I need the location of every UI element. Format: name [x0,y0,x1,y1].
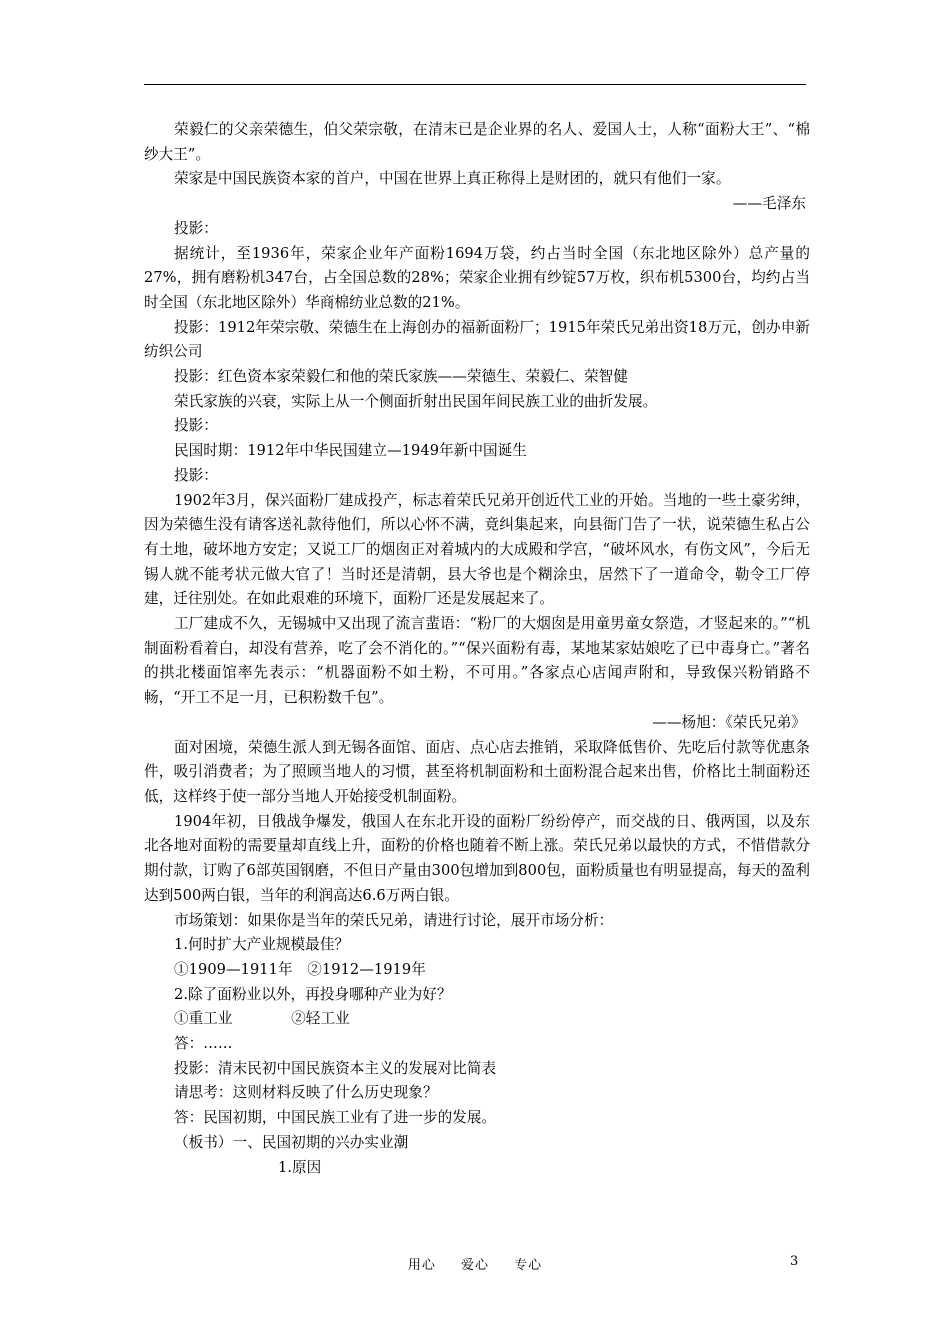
paragraph-rong-family-intro: 荣毅仁的父亲荣德生，伯父荣宗敬，在清末已是企业界的名人、爱国人士，人称“面粉大王”、“棉纱大王”。 [144,121,810,163]
paragraph-answer: 答：民国初期，中国民族工业有了进一步的发展。 [174,1109,497,1127]
header-rule [144,84,806,85]
footer-motto-item: 用心 [407,1258,436,1273]
paragraph-promotion: 面对困境，荣德生派人到无锡各面馆、面店、点心店去推销，采取降低售价、先吃后付款等优惠条件，吸引消费者；为了照顾当地人的习惯，甚至将机制面粉和土面粉混合起来出售，价格比土制面粉还低，这样终于使一部分当地人开始接受机制面粉。 [144,738,810,805]
document-body [144,118,810,1180]
label-projection: 投影： [174,219,218,237]
quote-attribution-mao: ——毛泽东 [732,195,806,213]
paragraph-rise-and-fall: 荣氏家族的兴衰，实际上从一个侧面折射出民国年间民族工业的曲折发展。 [174,392,658,410]
paragraph-rumors: 工厂建成不久，无锡城中又出现了流言蜚语：“粉厂的大烟囱是用童男童女祭造，才竖起来的。”“机制面粉看着白，却没有营养，吃了会不消化的。”“保兴面粉有毒，某地某家姑娘吃了已中毒身亡。”著名的拱北楼面馆率先表示：“机器面粉不如土粉，不可用。”各家点心店闻声附和，导致保兴粉销路不畅，“开工不足一月，已积粉数千包”。 [144,615,810,707]
answer-placeholder: 答：…… [174,1035,233,1053]
label-projection: 投影： [174,466,218,484]
quote-attribution-yang: ——杨旭：《荣氏兄弟》 [652,713,806,731]
page-number: 3 [790,1254,799,1269]
footer-motto [0,1254,950,1273]
blackboard-heading: （板书）一、民国初期的兴办实业潮 [174,1133,409,1151]
question-2: 2.除了面粉业以外，再投身哪种产业为好？ [174,985,452,1003]
paragraph-republic-period: 民国时期：1912年中华民国建立—1949年新中国诞生 [174,442,527,460]
question-1-options: ①1909—1911年 ②1912—1919年 [174,960,426,978]
footer-motto-item: 爱心 [460,1258,489,1273]
paragraph-statistics-1936: 据统计，至1936年，荣家企业年产面粉1694万袋，约占当时全国（东北地区除外）总产量的27%，拥有磨粉机347台，占全国总数的28%；荣家企业拥有纱锭57万枚，织布机5300台，均约占当时全国（东北地区除外）华商棉纺业总数的21%。 [144,244,810,311]
paragraph-mao-quote: 荣家是中国民族资本家的首户，中国在世界上真正称得上是财团的，就只有他们一家。 [174,170,731,188]
paragraph-projection-red-capitalist: 投影：红色资本家荣毅仁和他的荣氏家族——荣德生、荣毅仁、荣智健 [174,368,628,386]
paragraph-baoxing-1902: 1902年3月，保兴面粉厂建成投产，标志着荣氏兄弟开创近代工业的开始。当地的一些土豪劣绅，因为荣德生没有请客送礼款待他们，所以心怀不满，竟纠集起来，向县衙门告了一状，说荣德生私占公有土地，破坏地方安定；又说工厂的烟囱正对着城内的大成殿和学宫，“破坏风水，有伤文风”，今后无锡人就不能考状元做大官了！当时还是清朝，县大爷也是个糊涂虫，居然下了一道命令，勒令工厂停建，迁往别处。在如此艰难的环境下，面粉厂还是发展起来了。 [144,491,810,608]
paragraph-projection-fuxin: 投影：1912年荣宗敬、荣德生在上海创办的福新面粉厂；1915年荣氏兄弟出资18万元，创办申新纺织公司 [144,318,810,361]
footer-motto-item: 专心 [514,1258,543,1273]
paragraph-think-question: 请思考：这则材料反映了什么历史现象？ [174,1084,438,1102]
paragraph-projection-table: 投影：清末民初中国民族资本主义的发展对比简表 [174,1059,497,1077]
label-projection: 投影： [174,417,218,435]
paragraph-russo-japanese-war: 1904年初，日俄战争爆发，俄国人在东北开设的面粉厂纷纷停产，而交战的日、俄两国，以及东北各地对面粉的需要量却直线上升，面粉的价格也随着不断上涨。荣氏兄弟以最快的方式，不惜借款分期付款，订购了6部英国钢磨，不但日产量由300包增加到800包，面粉质量也有明显提高，每天的盈利达到500两白银，当年的利润高达6.6万两白银。 [144,812,810,904]
blackboard-subheading: 1.原因 [278,1158,322,1176]
question-2-options: ①重工业 ②轻工业 [174,1010,350,1028]
question-1: 1.何时扩大产业规模最佳？ [174,936,350,954]
paragraph-market-planning: 市场策划：如果你是当年的荣氏兄弟，请进行讨论，展开市场分析： [174,911,614,929]
